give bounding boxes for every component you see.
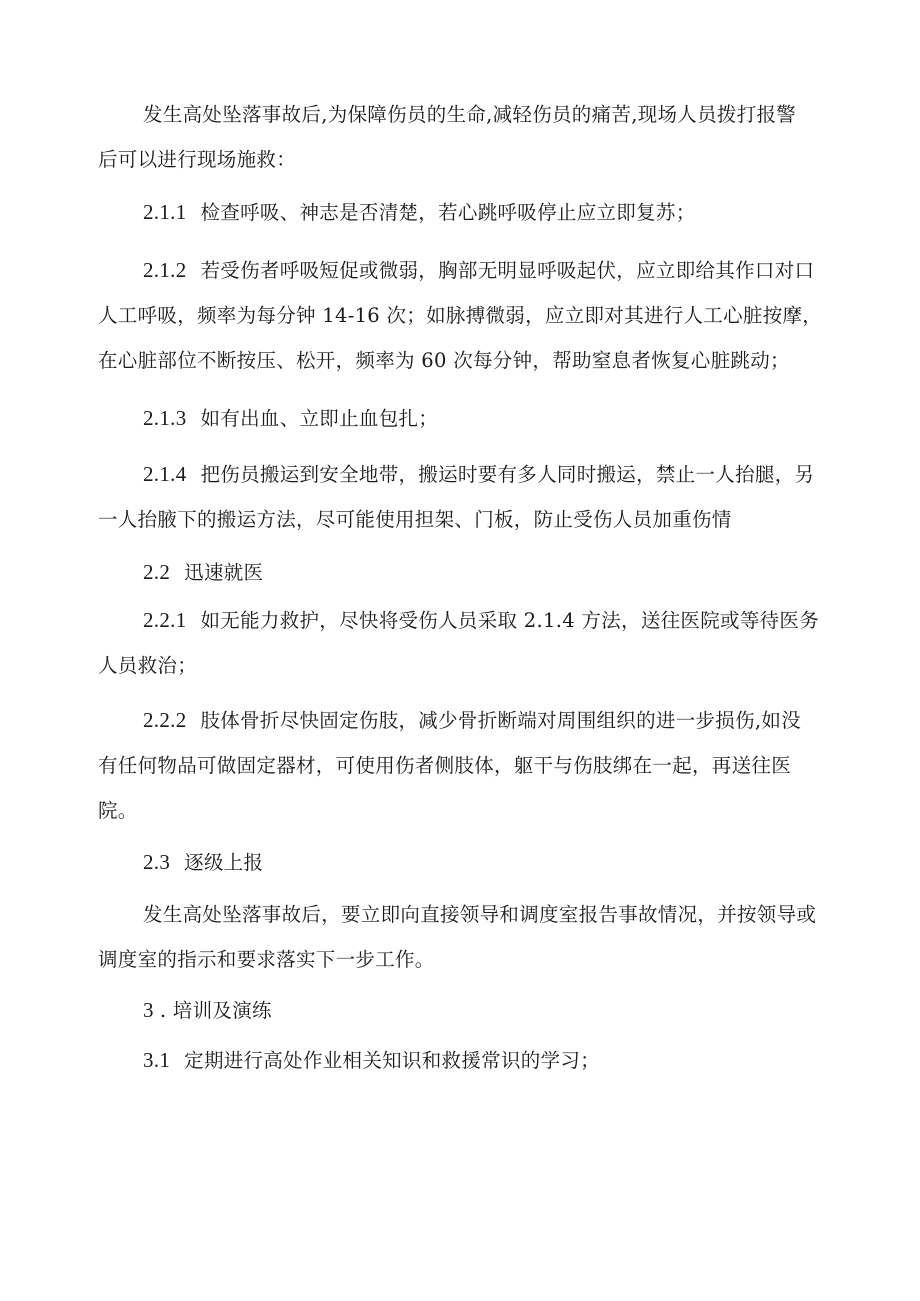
section-number: 2.3 [143,850,171,874]
section-number: 3 [143,998,154,1022]
paragraph-2-1-4 [98,452,833,542]
section-number: 2.1.3 [143,406,187,430]
text-line: 若受伤者呼吸短促或微弱，胸部无明显呼吸起伏，应立即给其作口对口 [200,259,815,282]
paragraph-2-3 [143,840,833,885]
text-line: 如有出血、立即止血包扎； [200,407,439,430]
section-number: 2.1.4 [143,462,187,486]
paragraph-2-1-1 [143,190,833,235]
section-heading: . 培训及演练 [159,999,272,1022]
section-number: 2.2.1 [143,608,187,632]
paragraph-2-1-2 [98,248,833,383]
section-number: 3.1 [143,1048,171,1072]
text-line: 人工呼吸，频率为每分钟 14-16 次；如脉搏微弱，应立即对其进行人工心脏按摩， [98,304,823,327]
section-heading: 迅速就医 [184,561,264,584]
text-line: 肢体骨折尽快固定伤肢，减少骨折断端对周围组织的进一步损伤,如没 [200,709,801,732]
paragraph-2-2-1 [98,598,833,688]
paragraph-2-1-3 [143,396,833,441]
text-line: 一人抬腋下的搬运方法，尽可能使用担架、门板，防止受伤人员加重伤情 [98,508,732,531]
text-line: 后可以进行现场施救： [98,148,297,171]
section-number: 2.1.1 [143,200,187,224]
text-line: 调度室的指示和要求落实下一步工作。 [98,948,435,971]
text-line: 把伤员搬运到安全地带，搬运时要有多人同时搬运，禁止一人抬腿，另 [200,463,815,486]
section-number: 2.1.2 [143,258,187,282]
paragraph-3 [143,988,833,1033]
paragraph-2-2-2 [98,698,833,833]
text-line: 院。 [98,799,138,822]
text-line: 定期进行高处作业相关知识和救援常识的学习； [184,1049,600,1072]
paragraph-2-2 [143,550,833,595]
text-line: 有任何物品可做固定器材，可使用伤者侧肢体，躯干与伤肢绑在一起，再送往医 [98,754,792,777]
paragraph-report [98,892,833,982]
text-line: 检查呼吸、神志是否清楚，若心跳呼吸停止应立即复苏； [200,201,696,224]
paragraph-intro [98,92,833,182]
section-heading: 逐级上报 [184,851,264,874]
text-line: 发生高处坠落事故后，要立即向直接领导和调度室报告事故情况，并按领导或 [143,903,817,926]
text-line: 在心脏部位不断按压、松开，频率为 60 次每分钟，帮助窒息者恢复心脏跳动； [98,349,790,372]
text-line: 人员救治； [98,654,198,677]
paragraph-3-1 [143,1038,833,1083]
section-number: 2.2 [143,560,171,584]
section-number: 2.2.2 [143,708,187,732]
text-line: 如无能力救护，尽快将受伤人员采取 2.1.4 方法，送往医院或等待医务 [200,609,820,632]
text-line: 发生高处坠落事故后,为保障伤员的生命,减轻伤员的痛苦,现场人员拨打报警 [143,103,797,126]
